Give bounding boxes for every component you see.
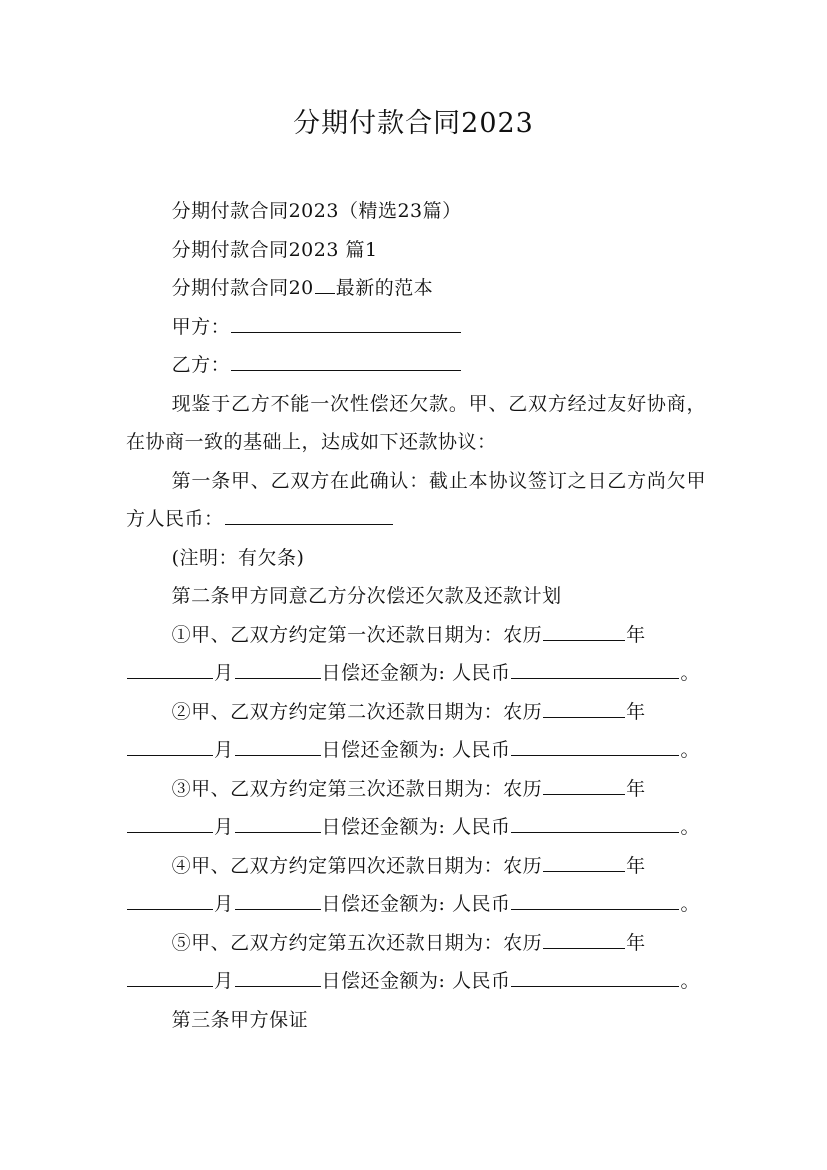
- installment-5-text: ⑤甲、乙双方约定第五次还款日期为：农历: [171, 931, 543, 954]
- paragraph-template-title: [126, 269, 706, 308]
- installment-line-3b: [126, 808, 706, 847]
- paragraph-subtitle: 分期付款合同2023（精选23篇）: [171, 200, 462, 222]
- year-blank: [543, 621, 625, 641]
- installment-2-text: ②甲、乙双方约定第二次还款日期为：农历: [171, 700, 543, 723]
- year-blank: [543, 929, 625, 949]
- day-amount-label: 日偿还金额为: 人民币: [321, 893, 511, 915]
- party-b-blank: [231, 351, 461, 371]
- period-mark: 。: [680, 816, 700, 838]
- installment-line-5: [126, 924, 706, 963]
- year-label: 年: [626, 623, 646, 646]
- month-blank: [127, 967, 213, 987]
- year-blank: [543, 852, 625, 872]
- month-blank: [127, 736, 213, 756]
- installment-list: [126, 616, 706, 1001]
- installment-line-5b: [126, 962, 706, 1001]
- installment-line-2b: [126, 731, 706, 770]
- year-label: 年: [626, 931, 646, 954]
- document-title: 分期付款合同2023: [293, 108, 534, 139]
- paragraph-preamble: 现鉴于乙方不能一次性偿还欠款。甲、乙双方经过友好协商，在协商一致的基础上，达成如下还款协议：: [126, 392, 706, 453]
- paragraph-article-1: [126, 462, 706, 539]
- period-mark: 。: [680, 662, 700, 684]
- day-amount-label: 日偿还金额为: 人民币: [321, 662, 511, 684]
- party-a-line: [126, 308, 706, 347]
- period-mark: 。: [680, 970, 700, 992]
- amount-blank: [511, 659, 679, 679]
- year-blank: [543, 698, 625, 718]
- day-blank: [235, 967, 321, 987]
- installment-line-1b: [126, 654, 706, 693]
- party-b-line: [126, 346, 706, 385]
- period-mark: 。: [680, 893, 700, 915]
- month-blank: [127, 659, 213, 679]
- article-1-text: 第一条甲、乙双方在此确认：截止本协议签订之日乙方尚欠甲方人民币：: [126, 469, 706, 530]
- party-a-label: 甲方：: [171, 315, 231, 338]
- day-blank: [235, 736, 321, 756]
- paragraph-chapter: 分期付款合同2023 篇1: [171, 238, 378, 261]
- installment-4-text: ④甲、乙双方约定第四次还款日期为：农历: [171, 854, 543, 877]
- installment-line-1: [126, 616, 706, 655]
- month-label: 月: [214, 816, 234, 838]
- party-b-label: 乙方：: [171, 354, 231, 376]
- installment-3-text: ③甲、乙双方约定第三次还款日期为：农历: [171, 777, 543, 800]
- month-label: 月: [214, 739, 234, 761]
- amount-blank: [511, 967, 679, 987]
- year-label: 年: [626, 700, 646, 723]
- day-amount-label: 日偿还金额为: 人民币: [321, 739, 511, 761]
- document-body: [126, 192, 706, 1039]
- installment-line-4: [126, 847, 706, 886]
- paragraph-article-3: 第三条甲方保证: [171, 1008, 309, 1031]
- debt-amount-blank: [225, 505, 393, 525]
- installment-line-2: [126, 693, 706, 732]
- day-blank: [235, 659, 321, 679]
- amount-blank: [511, 736, 679, 756]
- paragraph-article-2: 第二条甲方同意乙方分次偿还欠款及还款计划: [171, 585, 562, 607]
- year-blank: [543, 775, 625, 795]
- installment-1-text: ①甲、乙双方约定第一次还款日期为：农历: [171, 623, 543, 646]
- day-amount-label: 日偿还金额为: 人民币: [321, 970, 511, 992]
- year-label: 年: [626, 777, 646, 800]
- day-amount-label: 日偿还金额为: 人民币: [321, 816, 511, 838]
- period-mark: 。: [680, 739, 700, 761]
- day-blank: [235, 813, 321, 833]
- amount-blank: [511, 813, 679, 833]
- month-label: 月: [214, 893, 234, 915]
- template-title-suffix: 最新的范本: [335, 277, 434, 299]
- month-label: 月: [214, 970, 234, 992]
- amount-blank: [511, 890, 679, 910]
- year-blank: [315, 274, 335, 294]
- paragraph-note: (注明：有欠条): [171, 546, 305, 569]
- month-blank: [127, 813, 213, 833]
- month-label: 月: [214, 662, 234, 684]
- installment-line-3: [126, 770, 706, 809]
- installment-line-4b: [126, 885, 706, 924]
- day-blank: [235, 890, 321, 910]
- year-label: 年: [626, 854, 646, 877]
- template-title-prefix: 分期付款合同20: [171, 277, 314, 299]
- party-a-blank: [231, 313, 461, 333]
- month-blank: [127, 890, 213, 910]
